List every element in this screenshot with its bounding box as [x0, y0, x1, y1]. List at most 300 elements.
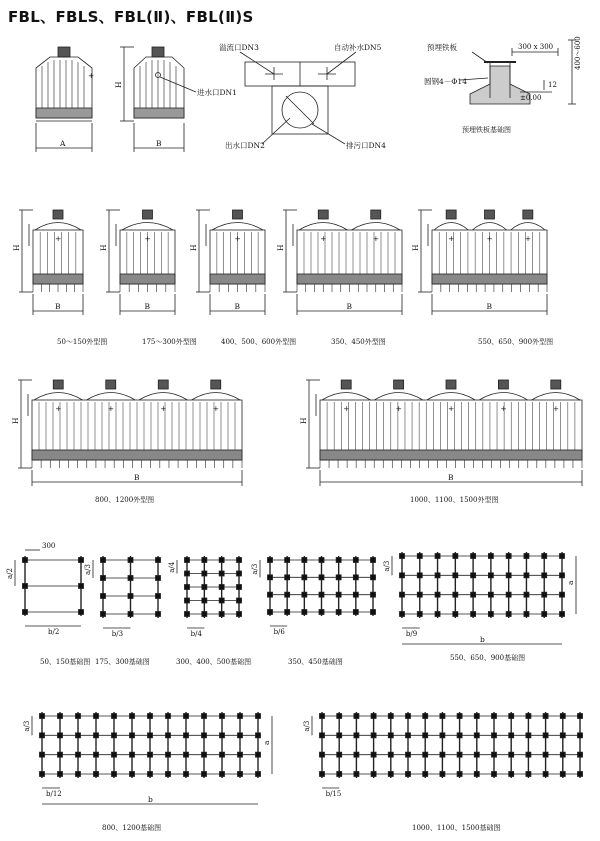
level-label: ±0.00: [520, 94, 542, 102]
foundation-pier: [492, 714, 497, 719]
foundation-pier: [130, 733, 135, 738]
dim-b-part-label: b/6: [273, 628, 285, 636]
elevation-caption: 800、1200外型图: [95, 496, 155, 504]
tower-elevation: [19, 210, 83, 315]
foundation-pier: [543, 714, 548, 719]
foundation-pier: [94, 714, 99, 719]
tower-basin: [320, 450, 582, 460]
foundation-pier: [457, 714, 462, 719]
foundation-pier: [219, 612, 224, 617]
foundation-pier: [471, 612, 476, 617]
foundation-pier: [371, 714, 376, 719]
foundation-pier: [219, 571, 224, 576]
fan-motor: [498, 380, 508, 389]
foundation-pier: [336, 575, 341, 580]
foundation-pier: [237, 598, 242, 603]
foundation-pier: [268, 592, 273, 597]
foundation-caption: 50、150基础图: [40, 658, 91, 666]
foundation-pier: [156, 612, 161, 617]
elevation-row-2: [11, 380, 582, 504]
foundation-pier: [371, 733, 376, 738]
foundation-pier: [336, 610, 341, 615]
foundation-pier: [578, 714, 583, 719]
foundation-pier: [371, 558, 376, 563]
foundation-pier: [184, 714, 189, 719]
foundation-pier: [219, 558, 224, 563]
foundation-pier: [238, 714, 243, 719]
foundation-pier: [471, 554, 476, 559]
inlet-mark: +: [107, 404, 115, 413]
foundation-pier: [488, 592, 493, 597]
elevation-caption: 550、650、900外型图: [478, 338, 554, 346]
dim-H-label: H: [114, 81, 123, 88]
foundation-grid: [260, 556, 376, 626]
plate-label: 预埋铁板: [427, 43, 457, 52]
foundation-caption: 1000、1100、1500基础图: [412, 824, 501, 832]
foundation-pier: [492, 772, 497, 777]
foundation-pier: [506, 554, 511, 559]
foundation-pier: [302, 610, 307, 615]
foundation-pier: [400, 573, 405, 578]
foundation-pier: [320, 714, 325, 719]
dim-H-label: H: [276, 244, 285, 251]
dim-A-label: A: [60, 139, 66, 148]
foundation-pier: [166, 714, 171, 719]
foundation-pier: [156, 576, 161, 581]
foundation-pier: [542, 592, 547, 597]
foundation-pier: [238, 752, 243, 757]
foundation-pier: [560, 573, 565, 578]
foundation-pier: [457, 733, 462, 738]
foundation-pier: [423, 733, 428, 738]
foundation-caption: 550、650、900基础图: [450, 654, 526, 662]
dim-b-part-label: b/3: [111, 630, 124, 638]
foundation-pier: [543, 733, 548, 738]
dim-a-label: a: [566, 580, 575, 585]
fan-motor: [158, 380, 168, 389]
elevation-caption: 400、500、600外型图: [221, 338, 297, 346]
foundation-pier: [524, 612, 529, 617]
dim-a-part-label: a/3: [251, 563, 259, 575]
dim-b-label: b: [480, 635, 485, 644]
foundation-caption: 800、1200基础图: [102, 824, 162, 832]
foundation-pier: [435, 592, 440, 597]
drain-label: 排污口DN4: [346, 141, 386, 150]
tower-legs: [120, 284, 175, 292]
foundation-pier: [435, 612, 440, 617]
foundation-pier: [76, 752, 81, 757]
foundation-pier: [406, 733, 411, 738]
foundation-grid: [312, 712, 583, 788]
tower-basin: [32, 450, 242, 460]
foundation-pier: [128, 594, 133, 599]
tower-legs: [32, 460, 242, 468]
foundation-pier: [202, 598, 207, 603]
inlet-mark: +: [486, 234, 493, 243]
foundation-caption: 300、400、500基础图: [176, 658, 252, 666]
foundation-pier: [371, 575, 376, 580]
foundation-pier: [337, 752, 342, 757]
elevation-caption: 175～300外型图: [142, 338, 197, 346]
foundation-pier: [268, 575, 273, 580]
foundation-pier: [354, 733, 359, 738]
foundation-pier: [185, 585, 190, 590]
foundation-pier: [256, 714, 261, 719]
foundation-pier: [302, 575, 307, 580]
foundation-pier: [237, 558, 242, 563]
dim-b-part-label: b/2: [48, 628, 60, 636]
fan-hood: [35, 223, 81, 231]
dim-B-label: B: [55, 302, 61, 311]
foundation-pier: [219, 598, 224, 603]
foundation-pier: [101, 612, 106, 617]
foundation-pier: [400, 554, 405, 559]
dim-H-label: H: [99, 244, 108, 251]
foundation-pier: [388, 752, 393, 757]
svg-text:+: +: [88, 71, 95, 80]
foundation-pier: [471, 592, 476, 597]
tower-legs: [297, 284, 402, 292]
foundation-plans: [6, 542, 583, 832]
foundation-pier: [336, 558, 341, 563]
dim-B-label: B: [156, 139, 162, 148]
tower-basin: [36, 108, 92, 118]
foundation-pier: [219, 585, 224, 590]
foundation-pier: [506, 612, 511, 617]
foundation-pier: [353, 558, 358, 563]
foundation-pier: [353, 575, 358, 580]
foundation-pier: [268, 558, 273, 563]
inlet-mark: +: [343, 404, 350, 413]
foundation-pier: [148, 772, 153, 777]
foundation-pier: [474, 714, 479, 719]
fan-motor: [106, 380, 116, 389]
foundation-pier: [400, 592, 405, 597]
foundation-pier: [238, 733, 243, 738]
foundation-pier: [417, 612, 422, 617]
foundation-pier: [130, 752, 135, 757]
foundation-pier: [509, 733, 514, 738]
foundation-pier: [388, 772, 393, 777]
foundation-pier: [166, 752, 171, 757]
foundation-pier: [560, 733, 565, 738]
foundation-pier: [457, 772, 462, 777]
dim-H-label: H: [189, 244, 198, 251]
foundation-pier: [440, 752, 445, 757]
foundation-pier: [202, 752, 207, 757]
fan-hood: [374, 393, 422, 401]
foundation-pier: [58, 733, 63, 738]
foundation-pier: [440, 714, 445, 719]
fan-motor: [318, 210, 328, 219]
foundation-pier: [453, 573, 458, 578]
tower-basin: [134, 108, 184, 118]
foundation-pier: [184, 752, 189, 757]
foundation-pier: [76, 733, 81, 738]
foundation-pier: [320, 752, 325, 757]
foundation-pier: [202, 772, 207, 777]
foundation-pier: [112, 733, 117, 738]
fan-hood: [34, 393, 83, 401]
fan-motor: [58, 47, 70, 57]
foundation-pier: [128, 612, 133, 617]
inlet-mark: +: [234, 234, 241, 243]
foundation-pier: [94, 733, 99, 738]
foundation-pier: [112, 714, 117, 719]
tower-elevation: [306, 380, 582, 486]
inlet-mark: +: [144, 234, 151, 243]
foundation-grid: [177, 556, 242, 628]
foundation-pier: [320, 733, 325, 738]
foundation-pier: [268, 610, 273, 615]
tower-legs: [33, 284, 83, 292]
foundation-pier: [509, 772, 514, 777]
foundation-pier: [94, 752, 99, 757]
tower-basin: [432, 274, 547, 284]
foundation-pier: [319, 610, 324, 615]
foundation-caption: 350、450基础图: [288, 658, 343, 666]
inlet-mark: +: [500, 404, 507, 413]
foundation-pier: [112, 772, 117, 777]
foundation-pier: [76, 772, 81, 777]
dim-b-part-label: b/15: [325, 790, 342, 798]
foundation-pier: [354, 752, 359, 757]
dim-a-label: a: [262, 740, 271, 745]
fan-hood: [511, 223, 545, 231]
foundation-pier: [423, 714, 428, 719]
foundation-pier: [166, 733, 171, 738]
tower-elevation: [283, 210, 402, 315]
foundation-pier: [526, 772, 531, 777]
foundation-pier: [130, 772, 135, 777]
foundation-pier: [474, 733, 479, 738]
dim-H-label: H: [11, 417, 20, 424]
height-label: 400～600: [574, 36, 582, 70]
foundation-pier: [506, 592, 511, 597]
foundation-caption: 175、300基础图: [95, 658, 150, 666]
foundation-pier: [94, 772, 99, 777]
inlet-mark: +: [448, 404, 455, 413]
tower-elevation: [196, 210, 265, 315]
dim-B-label: B: [486, 302, 493, 311]
foundation-pier: [560, 714, 565, 719]
dim-B-label: B: [234, 302, 241, 311]
fan-motor: [446, 210, 456, 219]
tower-legs: [320, 460, 582, 468]
foundation-pier: [578, 733, 583, 738]
foundation-pier: [488, 573, 493, 578]
elevation-caption: 50～150外型图: [57, 338, 108, 346]
dim-b-part-label: b/9: [405, 630, 418, 638]
dim-a-part-label: a/2: [6, 568, 14, 579]
tower-basin: [120, 274, 175, 284]
fan-motor: [53, 380, 63, 389]
fan-hood: [427, 393, 475, 401]
dim-B-label: B: [134, 473, 140, 482]
dim-B-label: B: [448, 473, 454, 482]
fan-motor: [551, 380, 561, 389]
fan-hood: [122, 223, 173, 231]
foundation-pier: [492, 733, 497, 738]
dim-H-label: H: [411, 244, 420, 251]
foundation-pier: [220, 772, 225, 777]
tower-fill-lines: [42, 60, 84, 112]
rebar-label: 圆钢4－Φ14: [424, 77, 467, 86]
foundation-pier: [285, 575, 290, 580]
foundation-pier: [238, 772, 243, 777]
foundation-pier: [417, 592, 422, 597]
elevation-caption: 1000、1100、1500外型图: [410, 496, 499, 504]
foundation-pier: [220, 733, 225, 738]
foundation-pier: [185, 598, 190, 603]
foundation-grid: [15, 556, 84, 626]
foundation-pier: [23, 584, 28, 589]
foundation-pier: [543, 752, 548, 757]
fan-motor: [233, 210, 243, 219]
inlet-mark: +: [212, 404, 220, 413]
foundation-pier: [40, 733, 45, 738]
foundation-pier: [423, 772, 428, 777]
foundation-pier: [58, 714, 63, 719]
foundation-pier: [492, 752, 497, 757]
foundation-pier: [202, 733, 207, 738]
inlet-mark: +: [320, 234, 327, 243]
fan-hood: [139, 393, 188, 401]
foundation-pier: [285, 558, 290, 563]
foundation-pier: [388, 714, 393, 719]
tower-front-view: [120, 47, 196, 152]
foundation-pier: [578, 752, 583, 757]
foundation-pier: [185, 612, 190, 617]
foundation-pier: [524, 554, 529, 559]
foundation-pier: [23, 610, 28, 615]
tower-fill-lines: [140, 60, 176, 112]
fan-hood: [299, 223, 348, 231]
foundation-pier: [353, 610, 358, 615]
tower-elevation: [18, 380, 242, 486]
foundation-pier: [101, 576, 106, 581]
foundation-pier: [371, 772, 376, 777]
overflow-label: 溢流口DN3: [219, 43, 259, 52]
foundation-pier: [184, 772, 189, 777]
foundation-pier: [406, 714, 411, 719]
foundation-grid: [93, 556, 161, 628]
foundation-pier: [471, 573, 476, 578]
fan-hood: [87, 393, 136, 401]
foundation-pier: [148, 752, 153, 757]
foundation-pier: [560, 612, 565, 617]
foundation-pier: [237, 585, 242, 590]
tower-basin: [33, 274, 83, 284]
dim-B-label: B: [144, 302, 151, 311]
makeup-label: 自动补水DN5: [334, 43, 382, 52]
foundation-pier: [58, 772, 63, 777]
foundation-pier: [220, 752, 225, 757]
foundation-pier: [506, 573, 511, 578]
foundation-pier: [406, 772, 411, 777]
inlet-mark: +: [552, 404, 560, 413]
fan-motor: [394, 380, 404, 389]
elevation-row-1: [12, 210, 553, 346]
dim-B-label: B: [346, 302, 353, 311]
foundation-pier: [526, 714, 531, 719]
foundation-pier: [488, 612, 493, 617]
foundation-pier: [79, 558, 84, 563]
foundation-pier: [417, 554, 422, 559]
foundation-pier: [128, 558, 133, 563]
foundation-pier: [128, 576, 133, 581]
foundation-pier: [185, 558, 190, 563]
foundation-pier: [320, 772, 325, 777]
inlet-mark: +: [395, 404, 402, 413]
foundation-grid: [392, 552, 576, 644]
outlet-label: 出水口DN2: [225, 141, 265, 150]
foundation-pier: [302, 592, 307, 597]
foundation-pier: [560, 752, 565, 757]
foundation-pier: [542, 573, 547, 578]
fan-motor: [211, 380, 221, 389]
page-title: FBL、FBLS、FBL(Ⅱ)、FBL(Ⅱ)S: [8, 8, 254, 26]
tower-elevation: [106, 210, 175, 315]
fan-motor: [371, 210, 381, 219]
dim-a-part-label: a/4: [168, 561, 176, 573]
inlet-mark: +: [524, 234, 532, 243]
foundation-pier: [337, 733, 342, 738]
dim-b-label: b: [148, 795, 153, 804]
foundation-pier: [526, 752, 531, 757]
inlet-mark: +: [55, 234, 62, 243]
foundation-pier: [474, 752, 479, 757]
foundation-pier: [453, 592, 458, 597]
dim-300-label: 300: [42, 542, 56, 550]
tower-legs: [432, 284, 547, 292]
foundation-pier: [509, 752, 514, 757]
foundation-pier: [285, 610, 290, 615]
fan-hood: [212, 223, 263, 231]
dim-b-part-label: b/4: [190, 630, 202, 638]
fan-hood: [352, 223, 401, 231]
foundation-pier: [79, 584, 84, 589]
foundation-pier: [488, 554, 493, 559]
foundation-pier: [336, 592, 341, 597]
fan-motor: [152, 47, 164, 57]
dim-a-part-label: a/3: [23, 720, 31, 732]
foundation-pier: [400, 612, 405, 617]
foundation-pier: [40, 714, 45, 719]
tower-basin: [297, 274, 402, 284]
foundation-pier: [237, 612, 242, 617]
dim-b-part-label: b/12: [46, 790, 62, 798]
foundation-pier: [578, 772, 583, 777]
foundation-pier: [423, 752, 428, 757]
foundation-pier: [474, 772, 479, 777]
foundation-pier: [337, 714, 342, 719]
inlet-mark: +: [160, 404, 167, 413]
foundation-pier: [435, 554, 440, 559]
foundation-pier: [440, 733, 445, 738]
size-label: 300 x 300: [518, 43, 554, 51]
foundation-pier: [148, 733, 153, 738]
dim-a-part-label: a/3: [84, 564, 92, 575]
fan-hood: [434, 223, 468, 231]
foundation-pier: [202, 585, 207, 590]
foundation-pier: [526, 733, 531, 738]
foundation-pier: [319, 558, 324, 563]
foundation-pier: [184, 733, 189, 738]
foundation-pier: [371, 752, 376, 757]
tower-basin: [210, 274, 265, 284]
foundation-pier: [220, 714, 225, 719]
